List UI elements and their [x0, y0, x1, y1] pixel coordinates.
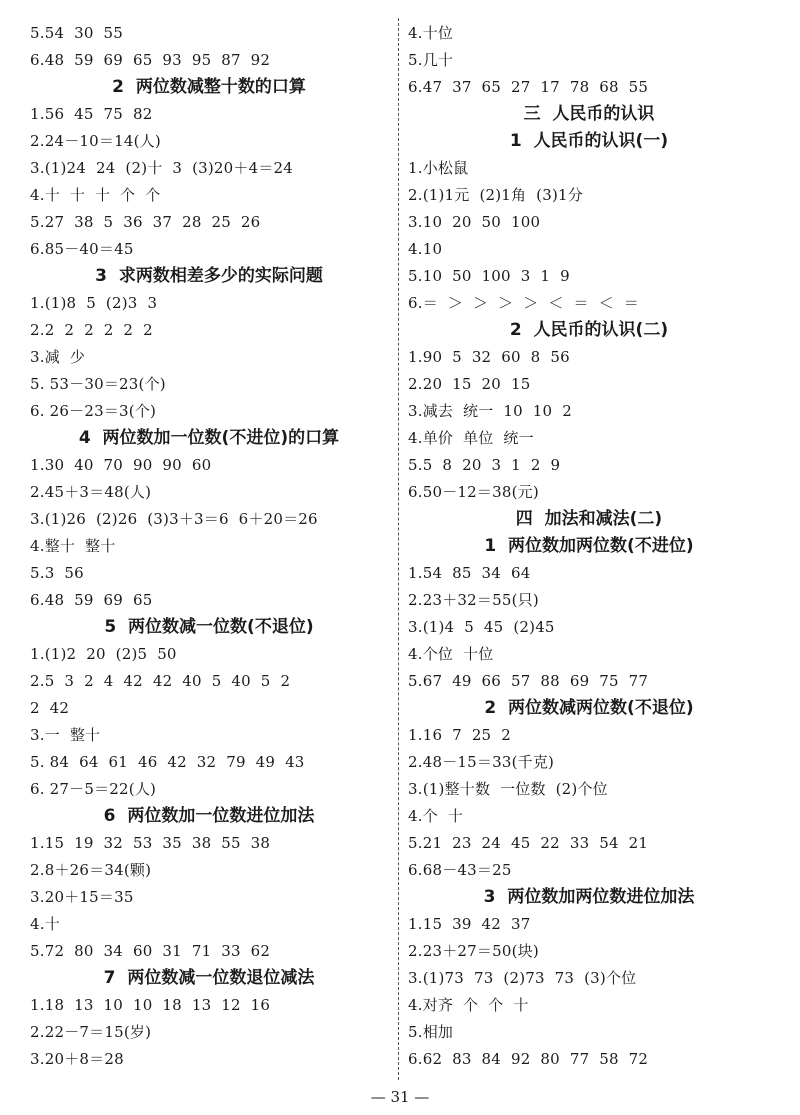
answer-line: 1.30 40 70 90 90 60	[30, 456, 212, 474]
answer-line: 6. 26－23＝3(个)	[30, 402, 157, 420]
answer-line: 2.2 2 2 2 2 2	[30, 321, 153, 339]
answer-line: 3.(1)26 (2)26 (3)3＋3＝6 6＋20＝26	[30, 510, 318, 528]
answer-line: 6.68－43＝25	[408, 861, 512, 879]
answer-line: 5.67 49 66 57 88 69 75 77	[408, 672, 649, 690]
answer-line: 2.5 3 2 4 42 42 40 5 40 5 2	[30, 672, 291, 690]
answer-line: 4.十	[30, 915, 60, 933]
answer-line: 5.几十	[408, 51, 454, 69]
section-heading: 四 加法和减法(二)	[515, 509, 663, 529]
answer-line: 2.23＋27＝50(块)	[408, 942, 539, 960]
answer-line: 4.十 十 十 个 个	[30, 186, 161, 204]
answer-line: 2.45＋3＝48(人)	[30, 483, 152, 501]
answer-line: 1.54 85 34 64	[408, 564, 531, 582]
answer-line: 1.小松鼠	[408, 159, 469, 177]
answer-line: 4.单价 单位 统一	[408, 429, 534, 447]
answer-line: 6.＝ ＞ ＞ ＞ ＞ ＜ ＝ ＜ ＝	[408, 294, 640, 312]
section-heading: 6 两位数加一位数进位加法	[103, 806, 315, 826]
answer-line: 6.62 83 84 92 80 77 58 72	[408, 1050, 649, 1068]
section-heading: 2 人民币的认识(二)	[509, 320, 669, 340]
answer-line: 3.10 20 50 100	[408, 213, 541, 231]
answer-line: 3.(1)24 24 (2)十 3 (3)20＋4＝24	[30, 159, 294, 177]
answer-line: 4.个 十	[408, 807, 464, 825]
answer-line: 6.47 37 65 27 17 78 68 55	[408, 78, 649, 96]
answer-line: 1.16 7 25 2	[408, 726, 511, 744]
answer-line: 6.50－12＝38(元)	[408, 483, 539, 501]
answer-line: 5.10 50 100 3 1 9	[408, 267, 570, 285]
answer-line: 2 42	[30, 699, 70, 717]
section-heading: 3 两位数加两位数进位加法	[483, 887, 695, 907]
answer-line: 1.18 13 10 10 18 13 12 16	[30, 996, 271, 1014]
answer-line: 3.(1)整十数 一位数 (2)个位	[408, 780, 608, 798]
answer-line: 1.(1)8 5 (2)3 3	[30, 294, 158, 312]
section-heading: 3 求两数相差多少的实际问题	[95, 266, 323, 286]
answer-line: 3.一 整十	[30, 726, 101, 744]
answer-line: 3.减去 统一 10 10 2	[408, 402, 572, 420]
column-divider	[398, 18, 399, 1080]
answer-line: 1.(1)2 20 (2)5 50	[30, 645, 177, 663]
answer-line: 4.对齐 个 个 十	[408, 996, 529, 1014]
answer-line: 5. 84 64 61 46 42 32 79 49 43	[30, 753, 305, 771]
section-heading: 2 两位数减两位数(不退位)	[484, 698, 694, 718]
answer-line: 3.20＋8＝28	[30, 1050, 124, 1068]
answer-line: 1.56 45 75 82	[30, 105, 153, 123]
answer-line: 5.72 80 34 60 31 71 33 62	[30, 942, 271, 960]
section-heading: 7 两位数减一位数退位减法	[103, 968, 315, 988]
answer-line: 2.22－7＝15(岁)	[30, 1023, 152, 1041]
section-heading: 2 两位数减整十数的口算	[112, 77, 306, 97]
section-heading: 4 两位数加一位数(不进位)的口算	[78, 428, 340, 448]
answer-line: 5.相加	[408, 1023, 454, 1041]
answer-line: 6. 27－5＝22(人)	[30, 780, 157, 798]
answer-line: 5.21 23 24 45 22 33 54 21	[408, 834, 649, 852]
answer-line: 3.(1)73 73 (2)73 73 (3)个位	[408, 969, 637, 987]
section-heading: 5 两位数减一位数(不退位)	[104, 617, 314, 637]
answer-line: 6.48 59 69 65	[30, 591, 153, 609]
answer-line: 2.48－15＝33(千克)	[408, 753, 555, 771]
answer-line: 4.整十 整十	[30, 537, 116, 555]
answer-line: 3.(1)4 5 45 (2)45	[408, 618, 555, 636]
answer-line: 6.85－40＝45	[30, 240, 134, 258]
answer-line: 2.24－10＝14(人)	[30, 132, 161, 150]
page-number: — 31 —	[370, 1088, 430, 1106]
right-column	[408, 20, 770, 1073]
answer-line: 4.个位 十位	[408, 645, 494, 663]
answer-line: 4.十位	[408, 24, 454, 42]
section-heading: 三 人民币的认识	[523, 104, 655, 124]
section-heading: 1 人民币的认识(一)	[509, 131, 669, 151]
answer-line: 5.5 8 20 3 1 2 9	[408, 456, 561, 474]
answer-line: 2.20 15 20 15	[408, 375, 531, 393]
left-column	[30, 20, 388, 1073]
answer-line: 5.27 38 5 36 37 28 25 26	[30, 213, 261, 231]
answer-line: 3.20＋15＝35	[30, 888, 134, 906]
answer-line: 1.90 5 32 60 8 56	[408, 348, 570, 366]
answer-line: 5. 53－30＝23(个)	[30, 375, 166, 393]
answer-line: 5.54 30 55	[30, 24, 124, 42]
answer-line: 1.15 19 32 53 35 38 55 38	[30, 834, 271, 852]
answer-line: 3.减 少	[30, 348, 86, 366]
answer-line: 5.3 56	[30, 564, 84, 582]
answer-line: 2.8＋26＝34(颗)	[30, 861, 152, 879]
answer-line: 4.10	[408, 240, 443, 258]
answer-line: 1.15 39 42 37	[408, 915, 531, 933]
answer-line: 2.(1)1元 (2)1角 (3)1分	[408, 186, 583, 204]
section-heading: 1 两位数加两位数(不进位)	[484, 536, 694, 556]
answer-line: 6.48 59 69 65 93 95 87 92	[30, 51, 271, 69]
answer-line: 2.23＋32＝55(只)	[408, 591, 539, 609]
